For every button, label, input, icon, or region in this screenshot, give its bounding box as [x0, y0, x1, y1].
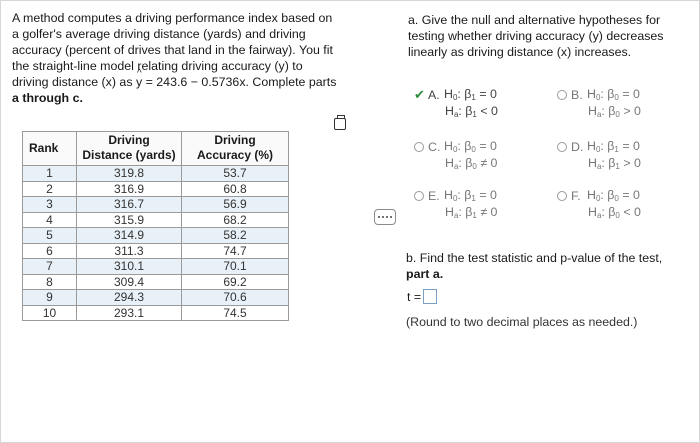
h-symbol: H — [588, 205, 597, 219]
cell-rank: 10 — [23, 305, 77, 321]
cell-accuracy: 56.9 — [182, 197, 289, 213]
cell-rank: 5 — [23, 228, 77, 244]
cell-rank: 1 — [23, 166, 77, 182]
cell-distance: 309.4 — [77, 274, 182, 290]
cell-accuracy: 58.2 — [182, 228, 289, 244]
data-table — [22, 131, 289, 321]
problem-line: a golfer's average driving distance (yards) and driving — [12, 27, 306, 41]
alt-hypothesis — [445, 156, 497, 171]
copy-data-icon[interactable] — [334, 118, 346, 130]
relation-value: ≠ 0 — [476, 156, 498, 170]
h-symbol: H — [445, 205, 454, 219]
beta-subscript: 1 — [472, 211, 477, 220]
h0-subscript: 0 — [452, 93, 458, 102]
null-hypothesis — [444, 87, 497, 102]
alt-hypothesis — [588, 104, 641, 119]
radio-button[interactable] — [414, 142, 424, 152]
null-hypothesis — [444, 139, 497, 154]
table-row — [23, 181, 289, 197]
relation: : β — [458, 205, 473, 219]
relation: : β — [600, 139, 615, 153]
relation: : β — [457, 188, 472, 202]
h0-subscript: 0 — [595, 93, 601, 102]
ha-subscript: a — [596, 162, 602, 171]
cell-distance: 310.1 — [77, 259, 182, 275]
option-letter: A. — [428, 87, 440, 102]
relation-value: = 0 — [475, 87, 497, 101]
problem-line: a through c. — [12, 91, 83, 105]
table-row — [23, 166, 289, 182]
problem-line: the straight-line model relating driving accuracy (y) to — [12, 59, 303, 73]
cell-rank: 6 — [23, 243, 77, 259]
handle-dot — [390, 216, 392, 218]
option-letter: B. — [571, 87, 583, 102]
h-symbol: H — [587, 139, 596, 153]
alt-hypothesis — [588, 156, 641, 171]
table-row — [23, 197, 289, 213]
option-b[interactable] — [557, 86, 641, 120]
problem-text — [12, 10, 362, 106]
problem-line: A method computes a driving performance index based on — [12, 11, 333, 25]
rounding-note: (Round to two decimal places as needed.) — [406, 315, 638, 329]
cell-rank: 7 — [23, 259, 77, 275]
h-symbol: H — [588, 156, 597, 170]
option-letter: C. — [428, 139, 441, 154]
table-row — [23, 228, 289, 244]
option-letter: E. — [428, 188, 440, 203]
cell-accuracy: 69.2 — [182, 274, 289, 290]
part-b-question — [406, 250, 696, 282]
relation-value: ≠ 0 — [476, 205, 498, 219]
beta-subscript: 0 — [615, 110, 620, 119]
cell-rank: 2 — [23, 181, 77, 197]
cell-distance: 315.9 — [77, 212, 182, 228]
cell-accuracy: 68.2 — [182, 212, 289, 228]
null-hypothesis — [444, 188, 497, 203]
h-symbol: H — [444, 139, 453, 153]
beta-subscript: 1 — [471, 93, 476, 102]
beta-subscript: 0 — [614, 93, 619, 102]
part-b-question-line: part a. — [406, 267, 444, 281]
relation: : β — [601, 104, 616, 118]
table-row — [23, 243, 289, 259]
t-answer-row — [407, 289, 437, 304]
ha-subscript: a — [596, 211, 602, 220]
t-label: t = — [407, 289, 422, 304]
cell-distance: 319.8 — [77, 166, 182, 182]
handle-dot — [378, 216, 380, 218]
h-symbol: H — [445, 104, 454, 118]
h-symbol: H — [445, 156, 454, 170]
radio-button[interactable] — [414, 191, 424, 201]
radio-button[interactable] — [557, 142, 567, 152]
cell-rank: 9 — [23, 290, 77, 306]
cell-distance: 314.9 — [77, 228, 182, 244]
relation: : β — [458, 104, 473, 118]
null-hypothesis — [587, 87, 640, 102]
cell-distance: 316.7 — [77, 197, 182, 213]
relation: : β — [457, 87, 472, 101]
problem-line — [12, 74, 362, 90]
radio-button[interactable] — [557, 90, 567, 100]
table-row — [23, 259, 289, 275]
option-letter: F. — [571, 188, 581, 203]
ha-subscript: a — [596, 110, 602, 119]
relation: : β — [601, 156, 616, 170]
table-row — [23, 274, 289, 290]
table-row — [23, 305, 289, 321]
option-c[interactable] — [414, 138, 497, 172]
header-distance — [77, 132, 182, 166]
table-row — [23, 212, 289, 228]
relation-value: = 0 — [475, 139, 497, 153]
h0-subscript: 0 — [595, 194, 601, 203]
h-symbol: H — [587, 188, 596, 202]
beta-subscript: 0 — [472, 162, 477, 171]
null-hypothesis — [587, 188, 640, 203]
null-hypothesis — [587, 139, 640, 154]
cell-rank: 8 — [23, 274, 77, 290]
beta-subscript: 1 — [472, 110, 477, 119]
header-distance-line1: Driving — [108, 133, 150, 147]
h0-subscript: 0 — [595, 145, 601, 154]
beta-subscript: 1 — [471, 194, 476, 203]
cell-accuracy: 60.8 — [182, 181, 289, 197]
table-row — [23, 290, 289, 306]
cell-accuracy: 74.5 — [182, 305, 289, 321]
relation-value: < 0 — [476, 104, 498, 118]
cell-distance: 316.9 — [77, 181, 182, 197]
beta-subscript: 0 — [615, 211, 620, 220]
cell-distance: 311.3 — [77, 243, 182, 259]
h-symbol: H — [588, 104, 597, 118]
option-letter: D. — [571, 139, 584, 154]
table-header-row — [23, 132, 289, 166]
part-b-question-line: b. Find the test statistic and p-value of the test, — [406, 251, 663, 265]
ha-subscript: a — [453, 110, 459, 119]
problem-line-part: driving distance (x) as — [12, 75, 136, 89]
beta-subscript: 1 — [615, 162, 620, 171]
relation-value: = 0 — [618, 139, 640, 153]
radio-button[interactable] — [557, 191, 567, 201]
problem-panel — [12, 10, 362, 106]
relation: : β — [601, 205, 616, 219]
option-a[interactable] — [414, 86, 498, 120]
handle-dot — [386, 216, 388, 218]
relation-value: > 0 — [619, 156, 641, 170]
check-icon: ✔ — [414, 86, 425, 102]
beta-subscript: 0 — [471, 145, 476, 154]
cell-accuracy: 70.6 — [182, 290, 289, 306]
part-a-question-line: testing whether driving accuracy (y) decreases — [408, 29, 664, 43]
cell-rank: 3 — [23, 197, 77, 213]
h-symbol: H — [587, 87, 596, 101]
part-a-question-line: a. Give the null and alternative hypotheses for — [408, 13, 661, 27]
relation: : β — [458, 156, 473, 170]
cell-accuracy: 74.7 — [182, 243, 289, 259]
relation: : β — [457, 139, 472, 153]
relation-value: = 0 — [618, 188, 640, 202]
question-panel — [408, 12, 693, 60]
ha-subscript: a — [453, 162, 459, 171]
cell-accuracy: 70.1 — [182, 259, 289, 275]
h0-subscript: 0 — [452, 194, 458, 203]
h-symbol: H — [444, 87, 453, 101]
header-distance-line2: Distance (yards) — [82, 148, 176, 162]
beta-subscript: 1 — [614, 145, 619, 154]
alt-hypothesis — [445, 104, 498, 119]
cell-accuracy: 53.7 — [182, 166, 289, 182]
relation: : β — [600, 87, 615, 101]
option-f[interactable] — [557, 187, 641, 221]
relation-value: < 0 — [619, 205, 641, 219]
part-a-question-line: linearly as driving distance (x) increases. — [408, 45, 632, 59]
h-symbol: H — [444, 188, 453, 202]
relation-value: > 0 — [619, 104, 641, 118]
alt-hypothesis — [588, 205, 641, 220]
relation-value: = 0 — [618, 87, 640, 101]
y-hat-symbol: ^ y — [136, 74, 142, 90]
alt-hypothesis — [445, 205, 497, 220]
cell-distance: 293.1 — [77, 305, 182, 321]
option-d[interactable] — [557, 138, 641, 172]
t-value-input[interactable] — [423, 289, 437, 304]
panel-resize-handle[interactable] — [374, 209, 396, 225]
h0-subscript: 0 — [452, 145, 458, 154]
header-accuracy-line2: Accuracy (%) — [196, 148, 274, 162]
option-e[interactable] — [414, 187, 497, 221]
header-accuracy-line1: Driving — [214, 133, 256, 147]
relation-value: = 0 — [475, 188, 497, 202]
beta-subscript: 0 — [614, 194, 619, 203]
cell-distance: 294.3 — [77, 290, 182, 306]
cell-rank: 4 — [23, 212, 77, 228]
header-accuracy — [182, 132, 289, 166]
header-rank: Rank — [23, 132, 77, 166]
ha-subscript: a — [453, 211, 459, 220]
problem-line-part: = 243.6 − 0.5736x. Complete parts — [142, 75, 337, 89]
relation: : β — [600, 188, 615, 202]
handle-dot — [382, 216, 384, 218]
problem-line: accuracy (percent of drives that land in the fairway). You fit — [12, 43, 333, 57]
